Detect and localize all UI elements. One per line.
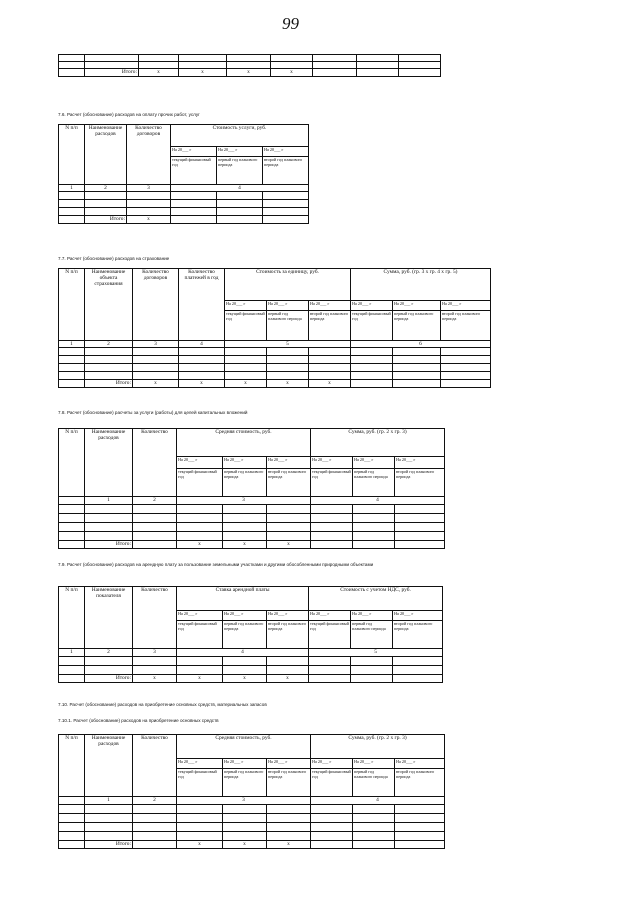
total-row: Итого: x x x x x xyxy=(59,380,491,388)
total-row: Итого: x x x x xyxy=(59,69,441,77)
table-continuation xyxy=(58,54,441,77)
total-row: Итого: x xyxy=(59,216,309,224)
caption-7-8: 7.8. Расчет (обоснование) расчеты за услуги (работы) для целей капитальных вложений xyxy=(58,410,248,415)
table-7-9: N п/п Наименование показателя Количество Ставка арендной платы Стоимость с учетом НДС, руб. На 20___ г На 20___ г На 20___ г На 20___ г На 20___ г На 20___ г текущий финансовый год первый год планового периода второй год планового периода текущий финансовый год первый год планового периода второй год планового периода 1 2 3 4 5 Итого: x x x x xyxy=(58,586,443,683)
caption-7-7: 7.7. Расчет (обоснование) расходов на страхование xyxy=(58,256,170,261)
table-7-10-1: N п/п Наименование расходов Количество Средняя стоимость, руб. Сумма, руб. (гр. 2 x гр. 3) На 20___ г На 20___ г На 20___ г На 20___ г На 20___ г На 20___ г текущий финансовый год первый год планового периода второй год планового периода текущий финансовый год первый год планового периода второй год планового периода 1 2 3 4 Итого: x x x xyxy=(58,734,445,849)
column-numbers-row: 1 2 3 4 xyxy=(59,185,309,192)
caption-7-9: 7.9. Расчет (обоснование) расходов на арендную плату за пользование земельными участками и другими обособленными природными объектами xyxy=(58,562,374,567)
table-7-7: N п/п Наименование объекта страхования Количество договоров Количество платежей в год Стоимость за единицу, руб. Сумма, руб. (гр. 3 x гр. 4 x гр. 5) На 20___ г На 20___ г На 20___ г На 20___ г На 20___ г На 20___ г текущий финансовый год первый год планового периода второй год планового периода текущий финансовый год первый год планового периода второй год планового периода 1 2 3 4 5 6 Итого: x x x x x xyxy=(58,268,491,388)
column-numbers-row: 1 2 3 4 5 xyxy=(59,649,443,657)
total-row: Итого: x x x xyxy=(59,841,445,849)
column-numbers-row: 1 2 3 4 5 6 xyxy=(59,341,491,348)
total-row: Итого: x x x x xyxy=(59,675,443,683)
caption-7-6: 7.6. Расчет (обоснование) расходов на оплату прочих работ, услуг xyxy=(58,112,200,117)
caption-7-10: 7.10. Расчет (обоснование) расходов на приобретение основных средств, материальных запасов xyxy=(58,702,267,707)
table-7-8: N п/п Наименование расходов Количество Средняя стоимость, руб. Сумма, руб. (гр. 2 x гр. 3) На 20___ г На 20___ г На 20___ г На 20___ г На 20___ г На 20___ г текущий финансовый год первый год планового периода второй год планового периода текущий финансовый год первый год планового периода второй год планового периода 1 2 3 4 Итого: x x x xyxy=(58,428,445,549)
column-numbers-row: 1 2 3 4 xyxy=(59,797,445,805)
total-row: Итого: x x x xyxy=(59,541,445,549)
caption-7-10-1: 7.10.1. Расчет (обоснование) расходов на приобретение основных средств xyxy=(58,718,219,723)
page-number: 99 xyxy=(282,14,299,33)
column-numbers-row: 1 2 3 4 xyxy=(59,497,445,505)
table-7-6: N п/п Наименование расходов Количество договоров Стоимость услуги, руб. На 20___ г На 20___ г На 20___ г текущий финансовый год первый год планового периода второй год планового периода 1 2 3 4 Итого: x xyxy=(58,124,309,224)
